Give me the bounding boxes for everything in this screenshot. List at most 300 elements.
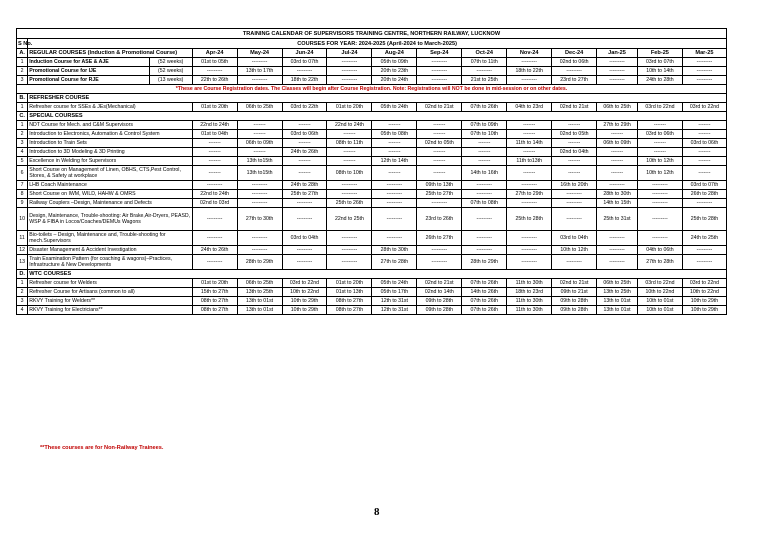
schedule-cell: --------- — [417, 67, 462, 76]
schedule-cell: 03rd to 22nd — [637, 103, 682, 112]
schedule-cell: 02nd to 21st — [417, 103, 462, 112]
schedule-cell: 13th to 25th — [237, 288, 282, 297]
schedule-cell: 03rd to 04th — [282, 231, 327, 246]
schedule-cell: 03rd to 22nd — [282, 279, 327, 288]
row-sno: 11 — [17, 231, 28, 246]
row-sno: 6 — [17, 166, 28, 181]
schedule-cell: 28th to 29th — [462, 255, 507, 270]
schedule-cell: --------- — [417, 199, 462, 208]
schedule-cell: ------- — [192, 139, 237, 148]
schedule-cell: 02nd to 05th — [417, 139, 462, 148]
schedule-cell: --------- — [682, 199, 726, 208]
schedule-cell: ------- — [682, 130, 726, 139]
schedule-cell: 22th to 26th — [192, 76, 237, 85]
course-name: Short Course on Management of Linen, OBHS, CTS,Pest Control, Stores, & Safety at workplace — [28, 166, 192, 181]
schedule-cell: ------- — [417, 148, 462, 157]
schedule-cell: 10th to 14th — [637, 67, 682, 76]
section-label: C. — [17, 112, 28, 121]
page-number: 8 — [374, 506, 380, 518]
schedule-cell: 24th to 28th — [637, 76, 682, 85]
course-row — [17, 166, 727, 181]
course-name: Design, Maintenance, Trouble-shooting: Air Brake,Air-Dryers, PEASD, WSP & FIBA in Locos/Coaches/DEMUs Wagons — [28, 208, 192, 231]
schedule-cell: 02nd to 04th — [552, 148, 597, 157]
schedule-cell: ------- — [417, 166, 462, 181]
month-header: Oct-24 — [462, 49, 507, 58]
schedule-cell: ------- — [682, 166, 726, 181]
course-row — [17, 76, 727, 85]
row-sno: 1 — [17, 58, 28, 67]
course-name: LHB Coach Maintenance — [28, 181, 192, 190]
schedule-cell: --------- — [372, 181, 417, 190]
schedule-cell: 09th to 28th — [552, 297, 597, 306]
month-header: Apr-24 — [192, 49, 237, 58]
schedule-cell: --------- — [237, 58, 282, 67]
row-sno: 8 — [17, 190, 28, 199]
course-row — [17, 255, 727, 270]
schedule-cell: 01st to 20th — [327, 279, 372, 288]
row-sno: 1 — [17, 121, 28, 130]
schedule-cell: --------- — [682, 58, 726, 67]
course-duration: (52 weeks) — [149, 58, 192, 67]
calendar-table — [16, 28, 727, 315]
schedule-cell: 07th to 26th — [462, 297, 507, 306]
schedule-cell: --------- — [462, 181, 507, 190]
schedule-cell: 26th to 28th — [682, 190, 726, 199]
schedule-cell: 02nd to 03rd — [192, 199, 237, 208]
schedule-cell: 11th to 30th — [507, 306, 552, 315]
schedule-cell: 10th to 22nd — [682, 288, 726, 297]
course-row — [17, 279, 727, 288]
course-name: Promotional Course for RJE — [28, 76, 150, 85]
schedule-cell: ------- — [237, 130, 282, 139]
course-name: Train Examination Pattern (for coaching & wagons)–Practices, Infrastructure & New Developments — [28, 255, 192, 270]
schedule-cell: 10th to 12th — [637, 157, 682, 166]
schedule-cell: 03rd to 06th — [282, 130, 327, 139]
schedule-cell: --------- — [417, 58, 462, 67]
courses-year-header: COURSES FOR YEAR: 2024-2025 (April-2024 to March-2025) — [28, 39, 727, 49]
schedule-cell: --------- — [192, 255, 237, 270]
schedule-cell: 13th to15th — [237, 157, 282, 166]
schedule-cell: --------- — [597, 67, 638, 76]
row-sno: 2 — [17, 67, 28, 76]
row-sno: 7 — [17, 181, 28, 190]
schedule-cell: 10th to 29th — [282, 297, 327, 306]
schedule-cell: ------- — [597, 166, 638, 181]
section-header-section_d — [17, 270, 727, 279]
schedule-cell: ------- — [507, 130, 552, 139]
row-sno: 10 — [17, 208, 28, 231]
schedule-cell: 13th to 01st — [597, 306, 638, 315]
course-row — [17, 199, 727, 208]
course-name: Bio-toilets – Design, Maintenance and, Trouble-shooting for mech.Supervisors — [28, 231, 192, 246]
course-row — [17, 130, 727, 139]
schedule-cell: --------- — [327, 231, 372, 246]
registration-note-row — [17, 85, 727, 94]
month-header: Jul-24 — [327, 49, 372, 58]
month-header: Nov-24 — [507, 49, 552, 58]
schedule-cell: 25th to 31st — [597, 208, 638, 231]
registration-note: *These are Course Registration dates. The Classes will begin after Course Registration. Note: Registrations will NOT be done in mid-session or on other dates. — [17, 85, 727, 94]
schedule-cell: 08th to 27th — [327, 306, 372, 315]
schedule-cell: 27th to 28th — [372, 255, 417, 270]
schedule-cell: --------- — [682, 76, 726, 85]
schedule-cell: ------- — [462, 148, 507, 157]
schedule-cell: ------- — [192, 148, 237, 157]
month-header: May-24 — [237, 49, 282, 58]
section-title: WTC COURSES — [28, 270, 727, 279]
schedule-cell: ------- — [597, 130, 638, 139]
schedule-cell: ------- — [282, 166, 327, 181]
section-title: REGULAR COURSES (Induction & Promotional Course) — [28, 49, 192, 58]
schedule-cell: 13th to15th — [237, 166, 282, 181]
schedule-cell: ------- — [597, 148, 638, 157]
schedule-cell: --------- — [637, 181, 682, 190]
schedule-cell: ------- — [552, 166, 597, 181]
course-row — [17, 246, 727, 255]
schedule-cell: 03rd to 22nd — [637, 279, 682, 288]
schedule-cell: ------- — [597, 157, 638, 166]
schedule-cell: 23rd to 26th — [417, 208, 462, 231]
schedule-cell: 14th to 16th — [462, 166, 507, 181]
schedule-cell: --------- — [237, 199, 282, 208]
row-sno: 1 — [17, 279, 28, 288]
schedule-cell: 10th to 01st — [637, 306, 682, 315]
schedule-cell: --------- — [192, 208, 237, 231]
schedule-cell: --------- — [372, 231, 417, 246]
course-name: Refresher course for Welders — [28, 279, 192, 288]
schedule-cell: ------- — [637, 148, 682, 157]
schedule-cell: 03rd to 06th — [682, 139, 726, 148]
schedule-cell: 01st to 13th — [327, 288, 372, 297]
schedule-cell: 12th to 14th — [372, 157, 417, 166]
schedule-cell: 03rd to 04th — [552, 231, 597, 246]
schedule-cell: --------- — [507, 231, 552, 246]
schedule-cell: 24th to 25th — [682, 231, 726, 246]
schedule-cell: --------- — [552, 255, 597, 270]
schedule-cell: 20th to 24th — [372, 76, 417, 85]
course-name: Induction Course for ASE & AJE — [28, 58, 150, 67]
month-header: Mar-25 — [682, 49, 726, 58]
course-row — [17, 157, 727, 166]
schedule-cell: ------- — [372, 121, 417, 130]
schedule-cell: 11th to 30th — [507, 297, 552, 306]
schedule-cell: 14th to 15th — [597, 199, 638, 208]
schedule-cell: --------- — [417, 255, 462, 270]
schedule-cell: 18th to 23rd — [507, 288, 552, 297]
schedule-cell: 24th to 26th — [282, 148, 327, 157]
schedule-cell: 03rd to 22nd — [682, 103, 726, 112]
schedule-cell: --------- — [372, 190, 417, 199]
row-sno: 13 — [17, 255, 28, 270]
course-name: Refresher course for SSEs & JEs(Mechanical) — [28, 103, 192, 112]
row-sno: 5 — [17, 157, 28, 166]
schedule-cell: 12th to 31st — [372, 297, 417, 306]
schedule-cell: --------- — [282, 208, 327, 231]
course-row — [17, 181, 727, 190]
schedule-cell: 11th to 30th — [507, 279, 552, 288]
schedule-cell: 04th to 23rd — [507, 103, 552, 112]
schedule-cell: 22nd to 24th — [192, 190, 237, 199]
sno-header: S No. — [18, 40, 33, 47]
schedule-cell: ------- — [507, 166, 552, 181]
course-name: Introduction to Electronics, Automation & Control System — [28, 130, 192, 139]
schedule-cell: --------- — [282, 255, 327, 270]
schedule-cell: 18th to 22th — [507, 67, 552, 76]
row-sno: 3 — [17, 76, 28, 85]
row-sno: 9 — [17, 199, 28, 208]
schedule-cell: 13th to 25th — [597, 288, 638, 297]
schedule-cell: ------- — [462, 139, 507, 148]
month-header: Aug-24 — [372, 49, 417, 58]
schedule-cell: 25th to 28th — [507, 208, 552, 231]
schedule-cell: --------- — [682, 255, 726, 270]
schedule-cell: --------- — [597, 181, 638, 190]
schedule-cell: 06th to 09th — [237, 139, 282, 148]
course-name: Excellence in Welding for Supervisors — [28, 157, 192, 166]
schedule-cell: ------- — [327, 148, 372, 157]
course-name: Promotional Course for IJE — [28, 67, 150, 76]
schedule-cell: --------- — [552, 67, 597, 76]
schedule-cell: --------- — [417, 76, 462, 85]
schedule-cell: 13th to 01st — [237, 297, 282, 306]
schedule-cell: ------- — [327, 130, 372, 139]
schedule-cell: 22nd to 24th — [327, 121, 372, 130]
course-name: Introduction to 3D Modeling & 3D Printing — [28, 148, 192, 157]
course-name: RKVY Training for Electricians** — [28, 306, 192, 315]
schedule-cell: --------- — [327, 190, 372, 199]
schedule-cell: --------- — [462, 67, 507, 76]
schedule-cell: --------- — [597, 231, 638, 246]
course-row — [17, 103, 727, 112]
schedule-cell: 28th to 29th — [237, 255, 282, 270]
schedule-cell: --------- — [507, 58, 552, 67]
section-title: SPECIAL COURSES — [28, 112, 727, 121]
row-sno: 2 — [17, 288, 28, 297]
course-name: NDT Course for Mech. and C&M Supervisors — [28, 121, 192, 130]
schedule-cell: 11th to13th — [507, 157, 552, 166]
month-header: Feb-25 — [637, 49, 682, 58]
schedule-cell: --------- — [597, 76, 638, 85]
schedule-cell: 08th to 11th — [327, 139, 372, 148]
schedule-cell: 01st to 05th — [192, 58, 237, 67]
schedule-cell: ------- — [637, 139, 682, 148]
row-sno: 2 — [17, 130, 28, 139]
schedule-cell: 01st to 20th — [192, 103, 237, 112]
schedule-cell: 02nd to 21st — [552, 279, 597, 288]
schedule-cell: --------- — [462, 190, 507, 199]
schedule-cell: --------- — [327, 58, 372, 67]
schedule-cell: 07th to 10th — [462, 130, 507, 139]
schedule-cell: 15th to 27th — [192, 288, 237, 297]
schedule-cell: 25th to 28th — [682, 208, 726, 231]
schedule-cell: 18th to 22th — [282, 76, 327, 85]
month-header: Sep-24 — [417, 49, 462, 58]
schedule-cell: --------- — [507, 76, 552, 85]
schedule-cell: ------- — [192, 157, 237, 166]
schedule-cell: 13th to 17th — [237, 67, 282, 76]
schedule-cell: 02nd to 06th — [552, 58, 597, 67]
row-sno: 4 — [17, 148, 28, 157]
schedule-cell: ------- — [682, 121, 726, 130]
course-duration: (52 weeks) — [149, 67, 192, 76]
schedule-cell: --------- — [462, 208, 507, 231]
schedule-cell: 07th to 09th — [462, 121, 507, 130]
schedule-cell: 02nd to 05th — [552, 130, 597, 139]
schedule-cell: 11th to 14th — [507, 139, 552, 148]
schedule-cell: 20th to 23th — [372, 67, 417, 76]
row-sno: 12 — [17, 246, 28, 255]
schedule-cell: 07th to 26th — [462, 103, 507, 112]
schedule-cell: ------- — [417, 121, 462, 130]
schedule-cell: --------- — [237, 246, 282, 255]
schedule-cell: 03rd to 07th — [282, 58, 327, 67]
schedule-cell: ------- — [282, 157, 327, 166]
schedule-cell: --------- — [237, 190, 282, 199]
course-row — [17, 148, 727, 157]
schedule-cell: ------- — [682, 157, 726, 166]
schedule-cell: 07th to 26th — [462, 306, 507, 315]
month-header: Dec-24 — [552, 49, 597, 58]
course-name: Railway Couplers –Design, Maintenance and Defects — [28, 199, 192, 208]
schedule-cell: --------- — [507, 255, 552, 270]
schedule-cell: 27th to 29th — [597, 121, 638, 130]
schedule-cell: 05th to 17th — [372, 288, 417, 297]
schedule-cell: --------- — [597, 58, 638, 67]
schedule-cell: 25th to 26th — [327, 199, 372, 208]
schedule-cell: ------- — [282, 139, 327, 148]
schedule-cell: ------- — [237, 121, 282, 130]
schedule-cell: 05th to 08th — [372, 130, 417, 139]
schedule-cell: ------- — [507, 148, 552, 157]
schedule-cell: ------- — [682, 148, 726, 157]
course-row — [17, 121, 727, 130]
schedule-cell: ------- — [462, 157, 507, 166]
schedule-cell: --------- — [507, 246, 552, 255]
row-sno: 3 — [17, 297, 28, 306]
course-name: Short Course on IWM, WILD, HAHW & OMRS — [28, 190, 192, 199]
schedule-cell: --------- — [237, 76, 282, 85]
schedule-cell: ------- — [552, 121, 597, 130]
schedule-cell: 07th to 08th — [462, 199, 507, 208]
section-label: A. — [17, 49, 28, 58]
course-row — [17, 58, 727, 67]
schedule-cell: 03rd to 22th — [282, 103, 327, 112]
course-name: Introduction to Train Sets — [28, 139, 192, 148]
schedule-cell: 14th to 26th — [462, 288, 507, 297]
schedule-cell: --------- — [282, 199, 327, 208]
schedule-cell: 23rd to 27th — [552, 76, 597, 85]
schedule-cell: 08th to 10th — [327, 166, 372, 181]
course-row — [17, 67, 727, 76]
schedule-cell: --------- — [507, 181, 552, 190]
schedule-cell: --------- — [327, 246, 372, 255]
schedule-cell: 27th to 30th — [237, 208, 282, 231]
schedule-cell: --------- — [327, 67, 372, 76]
schedule-cell: --------- — [597, 255, 638, 270]
schedule-cell: --------- — [552, 199, 597, 208]
schedule-cell: --------- — [462, 246, 507, 255]
course-row — [17, 139, 727, 148]
schedule-cell: 02nd to 21st — [552, 103, 597, 112]
schedule-cell: 10th to 12th — [637, 166, 682, 181]
course-row — [17, 288, 727, 297]
schedule-cell: ------- — [552, 139, 597, 148]
schedule-cell: --------- — [637, 190, 682, 199]
schedule-cell: --------- — [372, 208, 417, 231]
schedule-cell: 01st to 04th — [192, 130, 237, 139]
schedule-cell: 03rd to 07th — [682, 181, 726, 190]
section-label: D. — [17, 270, 28, 279]
course-row — [17, 231, 727, 246]
schedule-cell: ------- — [192, 166, 237, 181]
schedule-cell: 21st to 25th — [462, 76, 507, 85]
schedule-cell: --------- — [552, 190, 597, 199]
schedule-cell: 04th to 06th — [637, 246, 682, 255]
schedule-cell: --------- — [192, 181, 237, 190]
course-name: Disaster Management & Accident Investigation — [28, 246, 192, 255]
schedule-cell: 03rd to 06th — [637, 130, 682, 139]
schedule-cell: --------- — [237, 181, 282, 190]
year-row — [17, 39, 727, 49]
schedule-cell: 28th to 30th — [372, 246, 417, 255]
course-name: Refresher Course for Artisans (common to all) — [28, 288, 192, 297]
schedule-cell: 27th to 28th — [637, 255, 682, 270]
schedule-cell: 09th to 28th — [552, 306, 597, 315]
schedule-cell: 08th to 27th — [192, 306, 237, 315]
schedule-cell: ------- — [417, 130, 462, 139]
schedule-cell: 26th to 27th — [417, 231, 462, 246]
schedule-cell: ------- — [327, 157, 372, 166]
schedule-cell: 10th to 12th — [552, 246, 597, 255]
course-row — [17, 306, 727, 315]
row-sno: 3 — [17, 139, 28, 148]
course-row — [17, 297, 727, 306]
schedule-cell: 13th to 01st — [237, 306, 282, 315]
course-row — [17, 208, 727, 231]
schedule-cell: ------- — [417, 157, 462, 166]
schedule-cell: --------- — [417, 246, 462, 255]
schedule-cell: 07th to 26th — [462, 279, 507, 288]
schedule-cell: 01st to 20th — [327, 103, 372, 112]
schedule-cell: ------- — [637, 121, 682, 130]
schedule-cell: 08th to 27th — [192, 297, 237, 306]
schedule-cell: --------- — [462, 231, 507, 246]
schedule-cell: 05th to 09th — [372, 58, 417, 67]
schedule-cell: 09th to 28th — [417, 306, 462, 315]
schedule-cell: 25th to 27th — [282, 190, 327, 199]
schedule-cell: 10th to 29th — [682, 306, 726, 315]
calendar-body — [17, 29, 727, 315]
row-sno: 4 — [17, 306, 28, 315]
course-duration: (13 weeks) — [149, 76, 192, 85]
title-row — [17, 29, 727, 39]
schedule-cell: ------- — [372, 139, 417, 148]
schedule-cell: 22nd to 25th — [327, 208, 372, 231]
schedule-cell: 28th to 30th — [597, 190, 638, 199]
schedule-cell: --------- — [597, 246, 638, 255]
schedule-cell: 13th to 01st — [597, 297, 638, 306]
schedule-cell: 09th to 28th — [417, 297, 462, 306]
schedule-cell: 06th to 09th — [597, 139, 638, 148]
schedule-cell: 16th to 20th — [552, 181, 597, 190]
schedule-cell: 10th to 22nd — [637, 288, 682, 297]
course-row — [17, 190, 727, 199]
month-header: Jan-25 — [597, 49, 638, 58]
schedule-cell: 01st to 20th — [192, 279, 237, 288]
schedule-cell: 10th to 29th — [682, 297, 726, 306]
schedule-cell: --------- — [552, 208, 597, 231]
schedule-cell: --------- — [637, 208, 682, 231]
